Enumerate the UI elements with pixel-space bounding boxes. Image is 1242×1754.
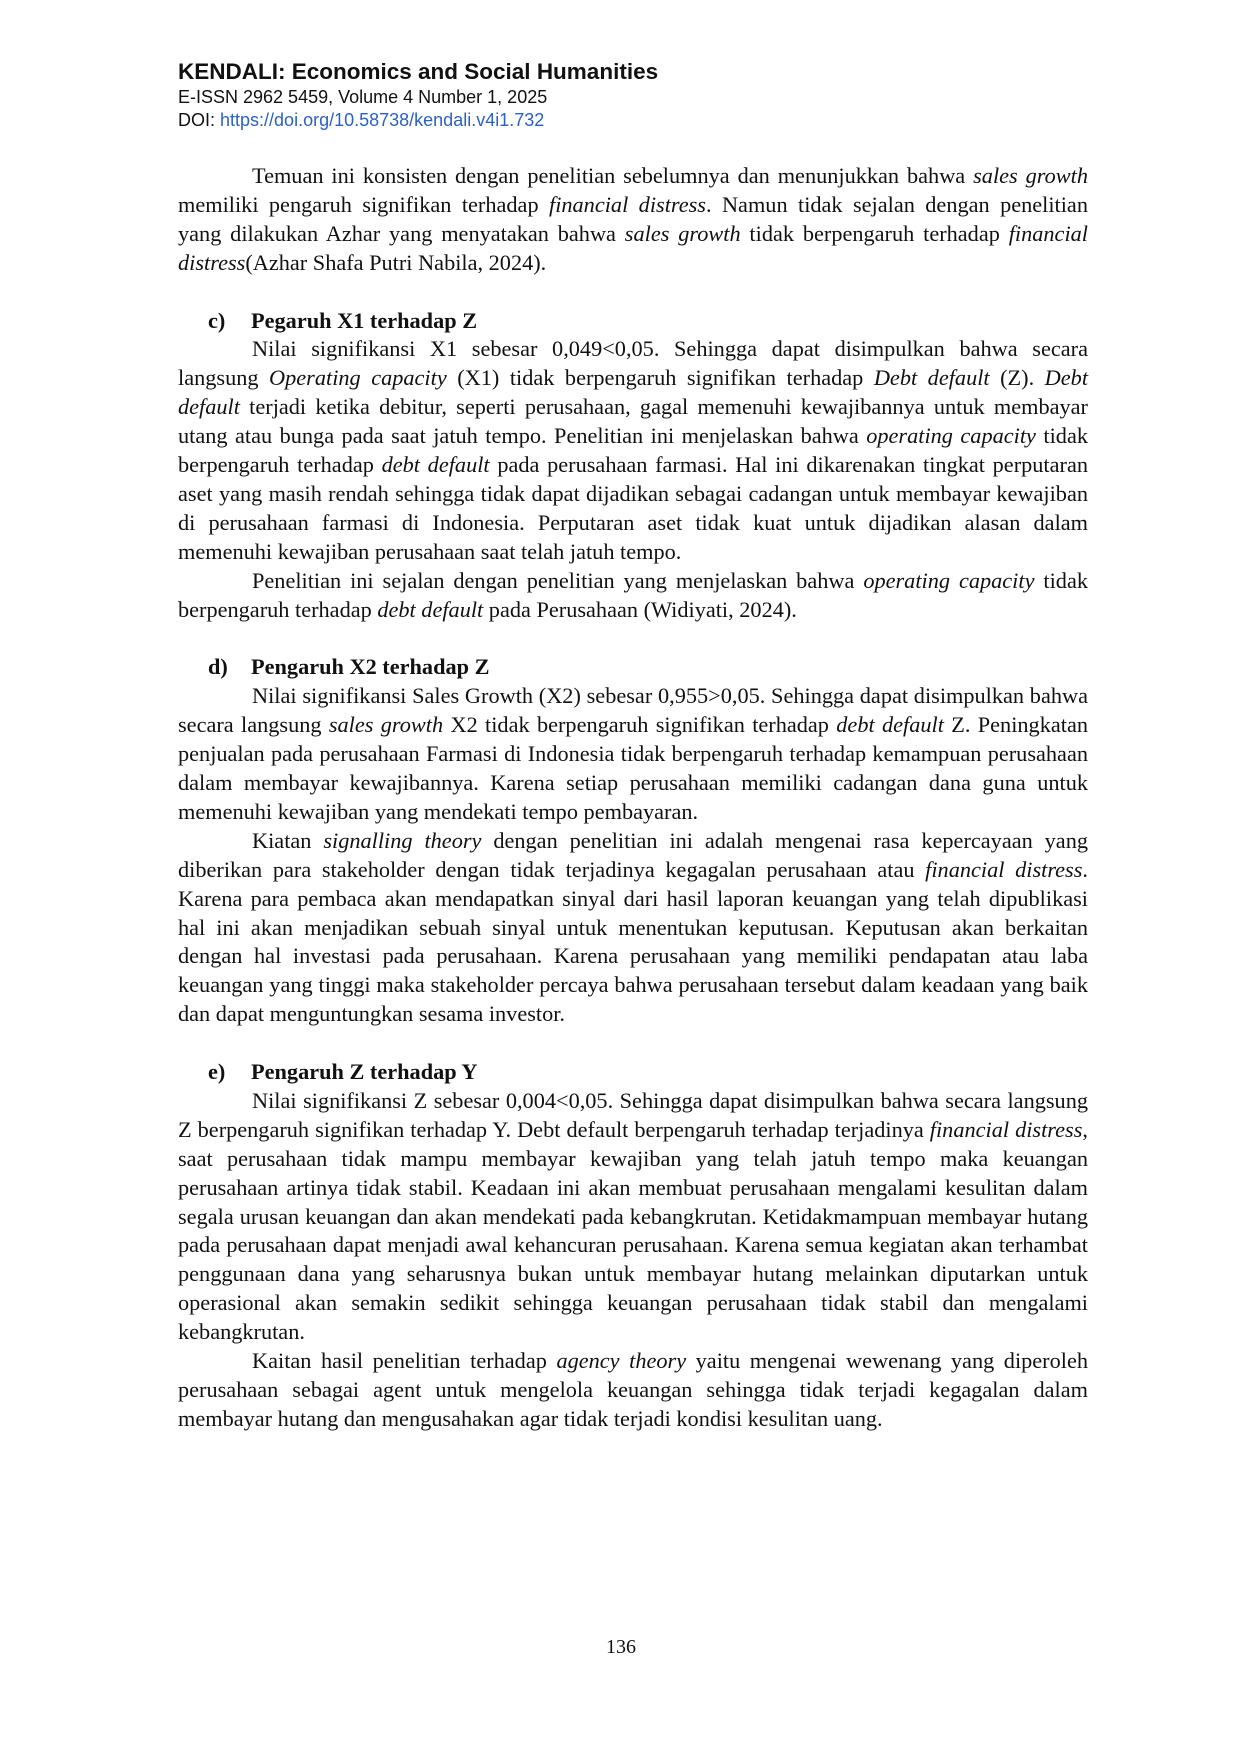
text-span: pada perusahaan farmasi. Hal ini dikarenakan tingkat perputaran aset yang masih rendah sehingga tidak dapat dijadikan sebagai cadangan untuk membayar kewajiban di perusahaan farmasi di Indonesia. Perputaran aset tidak kuat untuk dijadikan alasan dalam memenuhi kewajiban perusahaan saat telah jatuh tempo. <box>178 452 1088 564</box>
italic-term: debt default <box>377 596 484 622</box>
text-span: pada Perusahaan (Widiyati, 2024). <box>483 596 797 622</box>
text-span: . Karena para pembaca akan mendapatkan sinyal dari hasil laporan keuangan yang telah dipublikasi hal ini akan menjadikan sebuah sinyal untuk menentukan keputusan. Keputusan akan berkaitan dengan hal investasi pada perusahaan. Karena perusahaan yang memiliki pendapatan atau laba keuangan yang tinggi maka stakeholder percaya bahwa perusahaan tersebut dalam keadaan yang baik dan dapat menguntungkan sesama investor. <box>178 856 1088 1027</box>
text-span: Nilai signifikansi Sales Growth (X2) sebesar 0,955>0,05. Sehingga dapat disimpulkan bahwa secara langsung <box>178 683 1088 738</box>
section-number: c) <box>208 307 226 333</box>
text-span: Z. Peningkatan penjualan pada perusahaan Farmasi di Indonesia tidak berpengaruh terhadap kemampuan perusahaan dalam membayar kewajibannya. Karena setiap perusahaan memiliki cadangan dana guna untuk memenuhi kewajiban yang mendekati tempo pembayaran. <box>178 712 1088 824</box>
text-span: Nilai signifikansi Z sebesar 0,004<0,05. Sehingga dapat disimpulkan bahwa secara langsung Z berpengaruh signifikan terhadap Y. Debt default berpengaruh terhadap terjadinya <box>178 1087 1088 1142</box>
text-span: Kiatan <box>252 827 324 853</box>
italic-term: operating capacity <box>863 567 1035 593</box>
italic-term: Operating capacity <box>269 365 447 391</box>
text-span: (X1) tidak berpengaruh signifikan terhadap <box>446 365 874 391</box>
section-title: Pengaruh X2 terhadap Z <box>251 654 490 680</box>
doi-link[interactable]: https://doi.org/10.58738/kendali.v4i1.732 <box>220 110 545 130</box>
paragraph <box>178 567 1088 625</box>
text-span: Kaitan hasil penelitian terhadap <box>252 1348 557 1374</box>
text-span: terjadi ketika debitur, seperti perusahaan, gagal memenuhi kewajibannya untuk membayar utang atau bunga pada saat jatuh tempo. Penelitian ini menjelaskan bahwa <box>178 394 1088 449</box>
italic-term: financial distress <box>178 220 1088 275</box>
section-heading-e <box>178 1058 1088 1087</box>
text-span: Temuan ini konsisten dengan penelitian sebelumnya dan menunjukkan bahwa <box>252 163 974 188</box>
italic-term: sales growth <box>973 163 1089 188</box>
italic-term: Debt default <box>178 365 1089 420</box>
text-span: (Z). <box>989 365 1045 391</box>
italic-term: operating capacity <box>866 423 1036 449</box>
paragraph <box>178 335 1088 566</box>
section-title: Pengaruh Z terhadap Y <box>251 1059 478 1085</box>
italic-term: debt default <box>836 712 944 738</box>
text-span: memiliki pengaruh signifikan terhadap <box>178 191 549 217</box>
text-span: (Azhar Shafa Putri Nabila, 2024). <box>245 249 547 275</box>
italic-term: financial distress <box>929 1116 1083 1142</box>
issn-line: E-ISSN 2962 5459, Volume 4 Number 1, 2025 <box>178 87 548 107</box>
italic-term: signalling theory <box>323 827 482 853</box>
text-span: tidak berpengaruh terhadap <box>178 423 1088 478</box>
italic-term: sales growth <box>624 220 741 246</box>
italic-term: financial distress <box>549 191 706 217</box>
text-span: . Namun tidak sejalan dengan penelitian yang dilakukan Azhar yang menyatakan bahwa <box>178 191 1088 246</box>
paragraph <box>178 1347 1088 1434</box>
section-number: e) <box>208 1059 226 1085</box>
section-number: d) <box>208 654 228 680</box>
text-span: yaitu mengenai wewenang yang diperoleh perusahaan sebagai agent untuk mengelola keuangan sehingga tidak terjadi kegagalan dalam membayar hutang dan mengusahakan agar tidak terjadi kondisi kesulitan uang. <box>178 1348 1089 1431</box>
text-span: tidak berpengaruh terhadap <box>740 220 1009 246</box>
section-title: Pegaruh X1 terhadap Z <box>251 307 478 333</box>
section-heading-d <box>178 653 1088 682</box>
text-span: X2 tidak berpengaruh signifikan terhadap <box>443 712 837 738</box>
page-number: 136 <box>606 1636 636 1658</box>
text-span: tidak berpengaruh terhadap <box>178 567 1088 622</box>
section-heading-c <box>178 307 1088 336</box>
paragraph <box>178 827 1088 1029</box>
paragraph <box>178 1087 1088 1347</box>
journal-header <box>178 58 658 132</box>
text-span: dengan penelitian ini adalah mengenai rasa kepercayaan yang diberikan para stakeholder dengan tidak terjadinya kegagalan perusahaan atau <box>178 827 1089 882</box>
article-body <box>178 162 1088 1434</box>
text-span: Penelitian ini sejalan dengan penelitian yang menjelaskan bahwa <box>252 567 864 593</box>
doi-label: DOI: <box>178 110 221 130</box>
italic-term: debt default <box>381 452 490 478</box>
italic-term: agency theory <box>556 1348 687 1374</box>
journal-title: KENDALI: Economics and Social Humanities <box>178 59 659 84</box>
text-span: Nilai signifikansi X1 sebesar 0,049<0,05. Sehingga dapat disimpulkan bahwa secara langsung <box>178 336 1088 391</box>
paragraph <box>178 682 1088 827</box>
paragraph-sales-growth-consistency <box>178 162 1088 278</box>
doi-line <box>178 109 658 132</box>
italic-term: sales growth <box>328 712 444 738</box>
italic-term: financial distress <box>925 856 1083 882</box>
text-span: , saat perusahaan tidak mampu membayar kewajiban yang telah jatuh tempo maka keuangan perusahaan artinya tidak stabil. Keadaan ini akan membuat perusahaan mengalami kesulitan dalam segala urusan keuangan dan akan mendekati pada kebangkrutan. Ketidakmampuan membayar hutang pada perusahaan dapat menjadi awal kehancuran perusahaan. Karena semua kegiatan akan terhambat penggunaan dana yang seharusnya bukan untuk membayar hutang melainkan diputarkan untuk operasional akan semakin sedikit sehingga keuangan perusahaan tidak stabil dan mengalami kebangkrutan. <box>178 1116 1088 1345</box>
italic-term: Debt default <box>873 365 990 391</box>
